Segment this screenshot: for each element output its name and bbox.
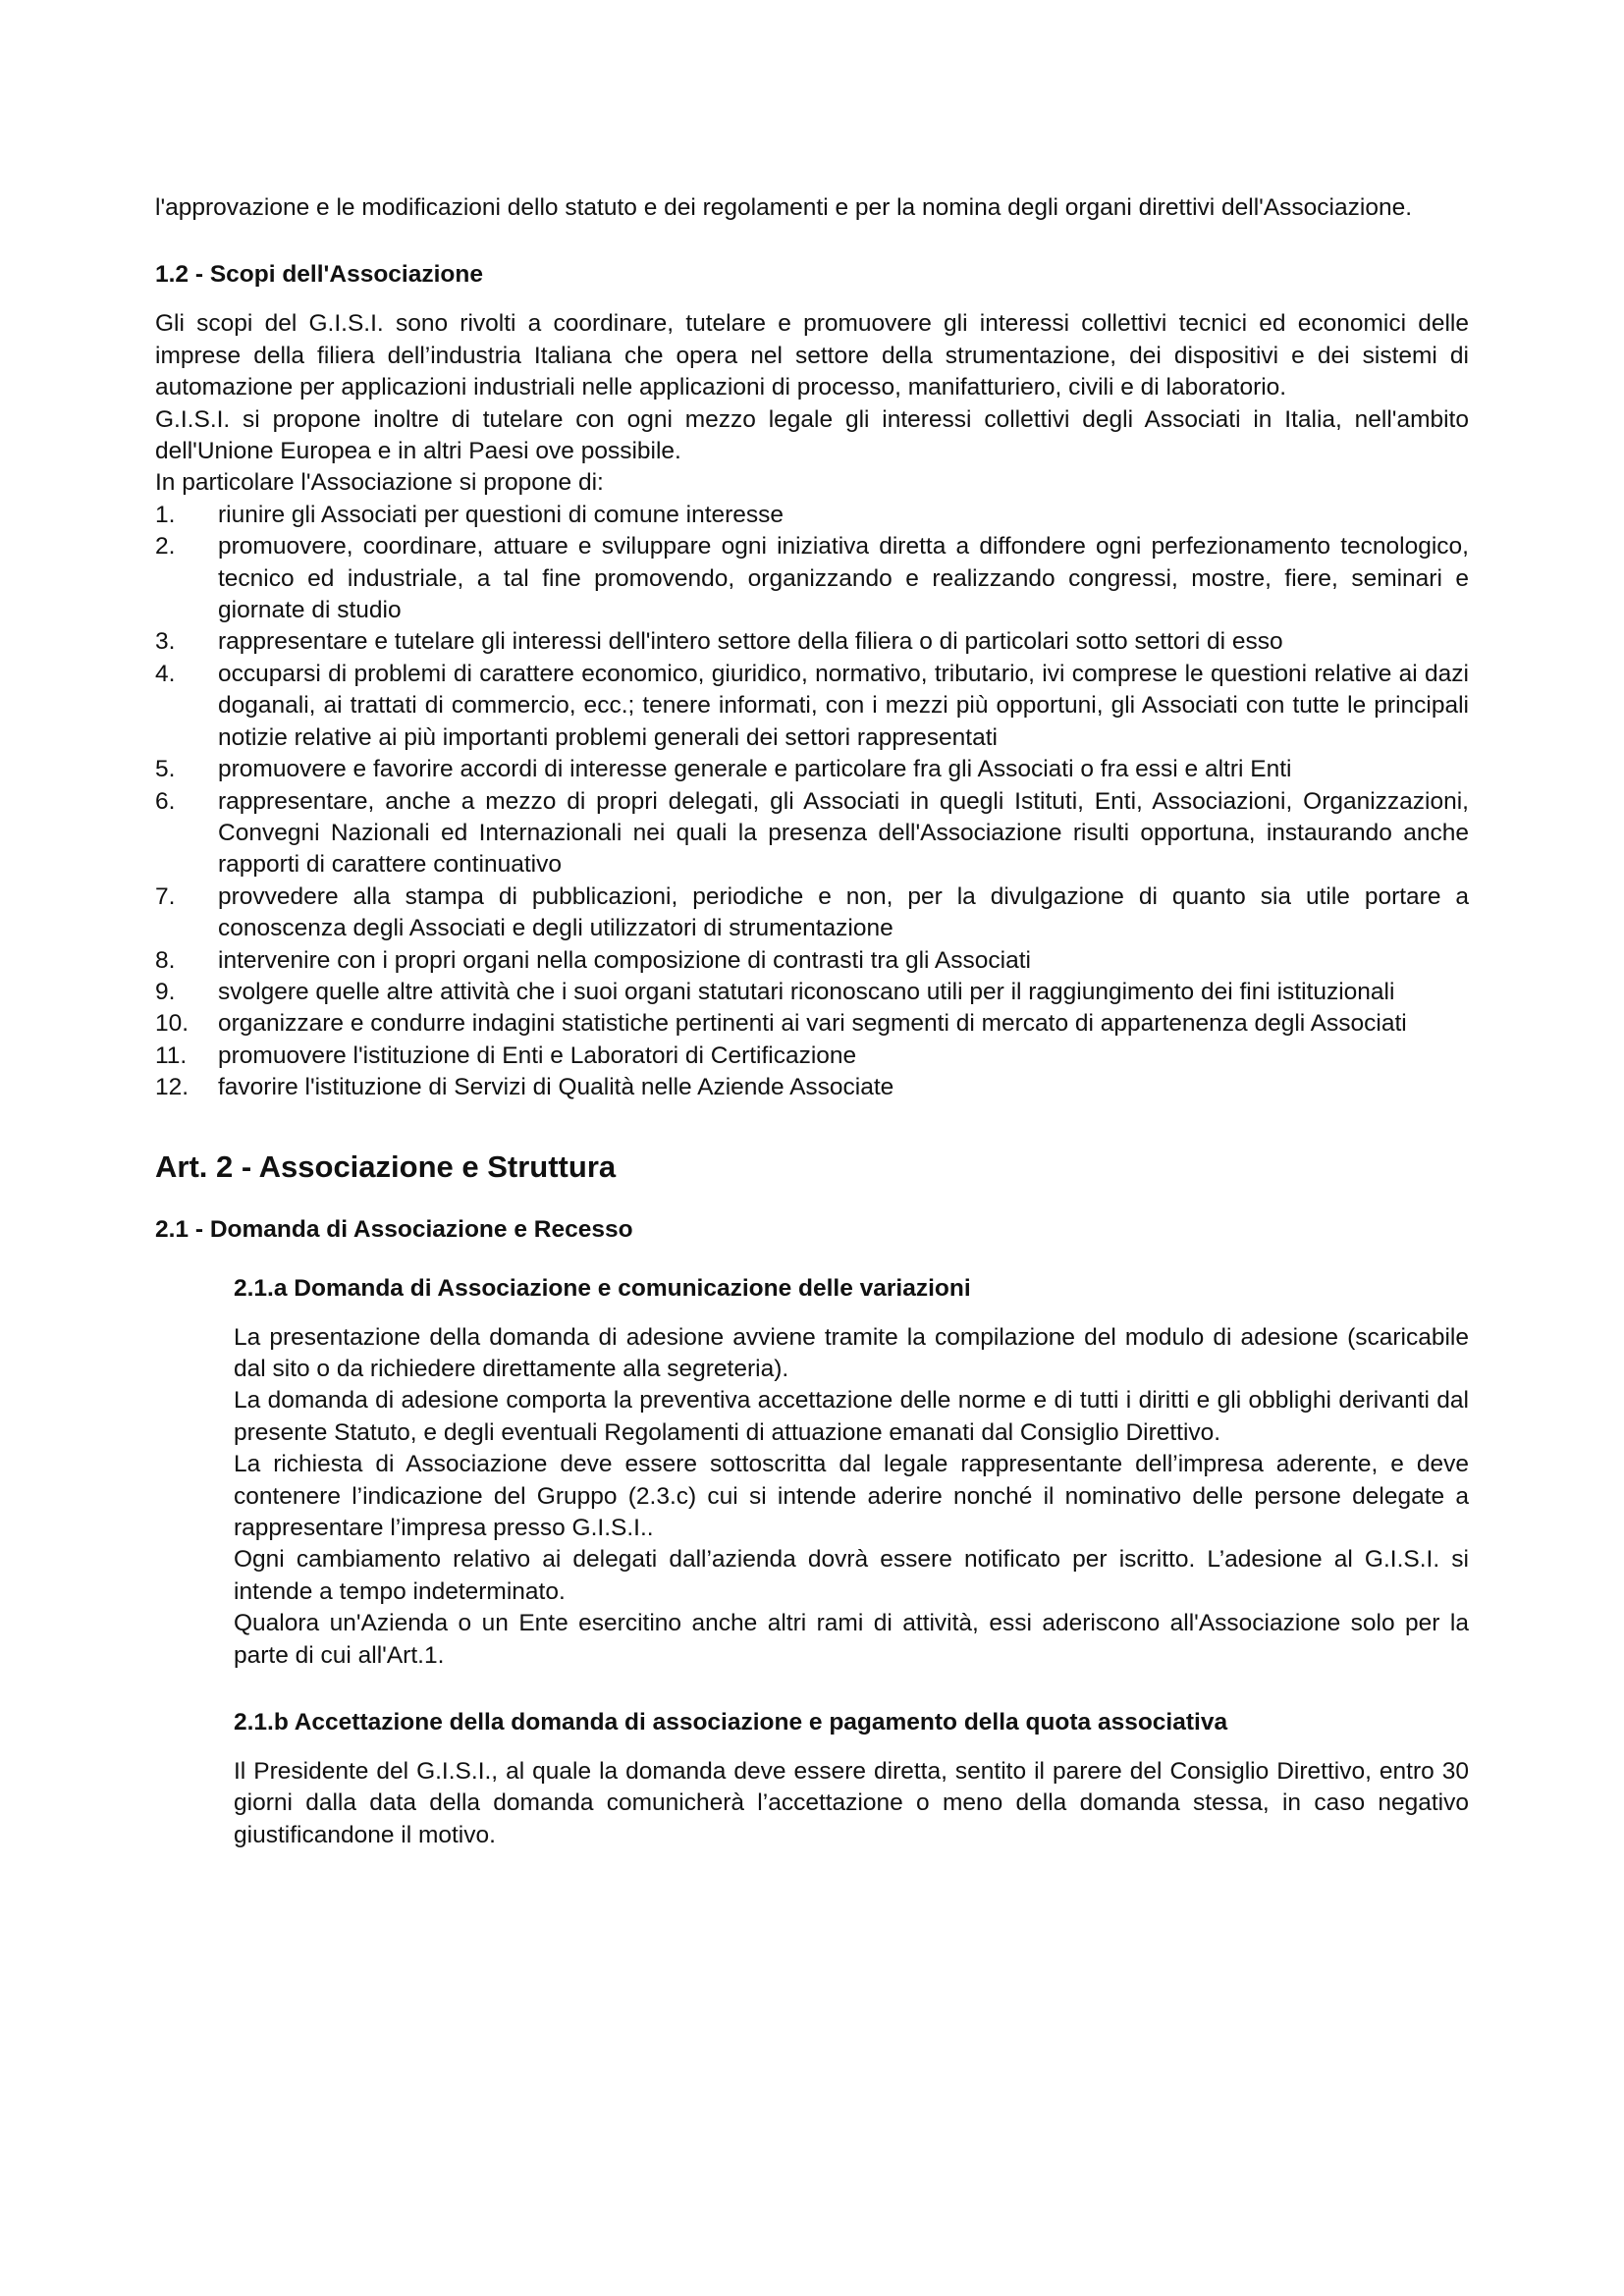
list-item-text: organizzare e condurre indagini statistiche pertinenti ai vari segmenti di mercato di appartenenza degli Associati	[218, 1010, 1407, 1038]
subsection-2-1-a-paragraph: Ogni cambiamento relativo ai delegati dall’azienda dovrà essere notificato per iscritto. L’adesione al G.I.S.I. si intende a tempo indeterminato.	[234, 1546, 1469, 1605]
list-item-text: riunire gli Associati per questioni di comune interesse	[218, 501, 785, 528]
list-item-number: 7.	[155, 882, 176, 910]
list-item-text: rappresentare, anche a mezzo di propri delegati, gli Associati in quegli Istituti, Enti, Associazioni, Organizzazioni, Convegni Nazionali ed Internazionali nei quali la presenza dell'Associazione risulti opportuna, instaurando anche rapporti di carattere continuativo	[218, 787, 1469, 879]
list-item	[155, 945, 1469, 977]
list-item	[155, 1041, 1469, 1072]
list-item-number: 6.	[155, 787, 176, 815]
list-item	[155, 500, 1469, 531]
list-item-text: promuovere, coordinare, attuare e sviluppare ogni iniziativa diretta a diffondere ogni perfezionamento tecnologico, tecnico ed industriale, a tal fine promovendo, organizzando e realizzando congressi, mostre, fiere, seminari e giornate di studio	[218, 533, 1469, 624]
list-item	[155, 1072, 1469, 1103]
list-item	[155, 1008, 1469, 1040]
subsection-2-1-a-paragraph: Qualora un'Azienda o un Ente esercitino anche altri rami di attività, essi aderiscono all'Associazione solo per la parte di cui all'Art.1.	[234, 1610, 1469, 1669]
subsection-2-1-a-paragraph: La presentazione della domanda di adesione avviene tramite la compilazione del modulo di adesione (scaricabile dal sito o da richiedere direttamente alla segreteria).	[234, 1323, 1469, 1382]
list-item	[155, 881, 1469, 945]
subsection-2-1-a-paragraph: La richiesta di Associazione deve essere sottoscritta dal legale rappresentante dell’impresa aderente, e deve contenere l’indicazione del Gruppo (2.3.c) cui si intende aderire nonché il nominativo delle persone delegate a rappresentare l’impresa presso G.I.S.I..	[234, 1451, 1469, 1541]
section-1-2-list-intro: In particolare l'Associazione si propone di:	[155, 469, 604, 497]
section-1-2-paragraph-2: G.I.S.I. si propone inoltre di tutelare con ogni mezzo legale gli interessi collettivi degli Associati in Italia, nell'ambito dell'Unione Europea e in altri Paesi ove possibile.	[155, 405, 1469, 465]
list-item-text: rappresentare e tutelare gli interessi dell'intero settore della filiera o di particolari sotto settori di esso	[218, 628, 1283, 656]
section-2-1-heading: 2.1 - Domanda di Associazione e Recesso	[155, 1215, 633, 1243]
subsection-2-1-a	[234, 1273, 1469, 1672]
article-2-heading: Art. 2 - Associazione e Struttura	[155, 1148, 617, 1184]
subsection-2-1-b	[234, 1707, 1469, 1851]
list-item-number: 3.	[155, 628, 176, 656]
list-item-text: occuparsi di problemi di carattere economico, giuridico, normativo, tributario, ivi comprese le questioni relative ai dazi doganali, ai trattati di commercio, ecc.; tenere informati, con i mezzi più opportuni, gli Associati con tutte le principali notizie relative ai più importanti problemi generali dei settori rappresentati	[218, 660, 1469, 751]
list-item-number: 8.	[155, 946, 176, 974]
list-item-text: promuovere l'istituzione di Enti e Laboratori di Certificazione	[218, 1041, 857, 1069]
list-item-text: promuovere e favorire accordi di interesse generale e particolare fra gli Associati o fra essi e altri Enti	[218, 756, 1292, 783]
list-item-text: intervenire con i propri organi nella composizione di contrasti tra gli Associati	[218, 946, 1031, 974]
list-item-text: provvedere alla stampa di pubblicazioni, periodiche e non, per la divulgazione di quanto sia utile portare a conoscenza degli Associati e degli utilizzatori di strumentazione	[218, 882, 1469, 942]
section-1-2-heading: 1.2 - Scopi dell'Associazione	[155, 261, 483, 289]
list-item-number: 1.	[155, 501, 176, 528]
list-item-number: 11.	[155, 1041, 188, 1069]
list-item	[155, 626, 1469, 658]
list-item-number: 12.	[155, 1074, 189, 1101]
list-item-number: 10.	[155, 1010, 189, 1038]
list-item-number: 2.	[155, 533, 176, 561]
list-item-number: 4.	[155, 660, 176, 687]
subsection-2-1-a-heading: 2.1.a Domanda di Associazione e comunicazione delle variazioni	[234, 1274, 971, 1302]
section-1-2-paragraph-1: Gli scopi del G.I.S.I. sono rivolti a coordinare, tutelare e promuovere gli interessi collettivi tecnici ed economici delle imprese della filiera dell’industria Italiana che opera nel settore della strumentazione, dei dispositivi e dei sistemi di automazione per applicazioni industriali nelle applicazioni di processo, manifatturiero, civili e di laboratorio.	[155, 310, 1469, 401]
list-item	[155, 786, 1469, 881]
intro-continuation-paragraph: l'approvazione e le modificazioni dello statuto e dei regolamenti e per la nomina degli organi direttivi dell'Associazione.	[155, 194, 1413, 221]
subsection-2-1-a-paragraph: La domanda di adesione comporta la preventiva accettazione delle norme e di tutti i diritti e gli obblighi derivanti dal presente Statuto, e degli eventuali Regolamenti di attuazione emanati dal Consiglio Direttivo.	[234, 1387, 1469, 1446]
document-page	[155, 192, 1469, 1851]
list-item	[155, 531, 1469, 626]
list-item-number: 9.	[155, 978, 176, 1005]
list-item-text: svolgere quelle altre attività che i suoi organi statutari riconoscano utili per il raggiungimento dei fini istituzionali	[218, 978, 1395, 1005]
subsection-2-1-b-paragraph: Il Presidente del G.I.S.I., al quale la domanda deve essere diretta, sentito il parere del Consiglio Direttivo, entro 30 giorni dalla data della domanda comunicherà l’accettazione o meno della domanda stessa, in caso negativo giustificandone il motivo.	[234, 1758, 1469, 1848]
list-item-text: favorire l'istituzione di Servizi di Qualità nelle Aziende Associate	[218, 1074, 894, 1101]
list-item	[155, 754, 1469, 785]
subsection-2-1-b-heading: 2.1.b Accettazione della domanda di associazione e pagamento della quota associativa	[234, 1709, 1228, 1736]
list-item-number: 5.	[155, 756, 176, 783]
list-item	[155, 977, 1469, 1008]
scopi-list	[155, 500, 1469, 1104]
list-item	[155, 659, 1469, 754]
